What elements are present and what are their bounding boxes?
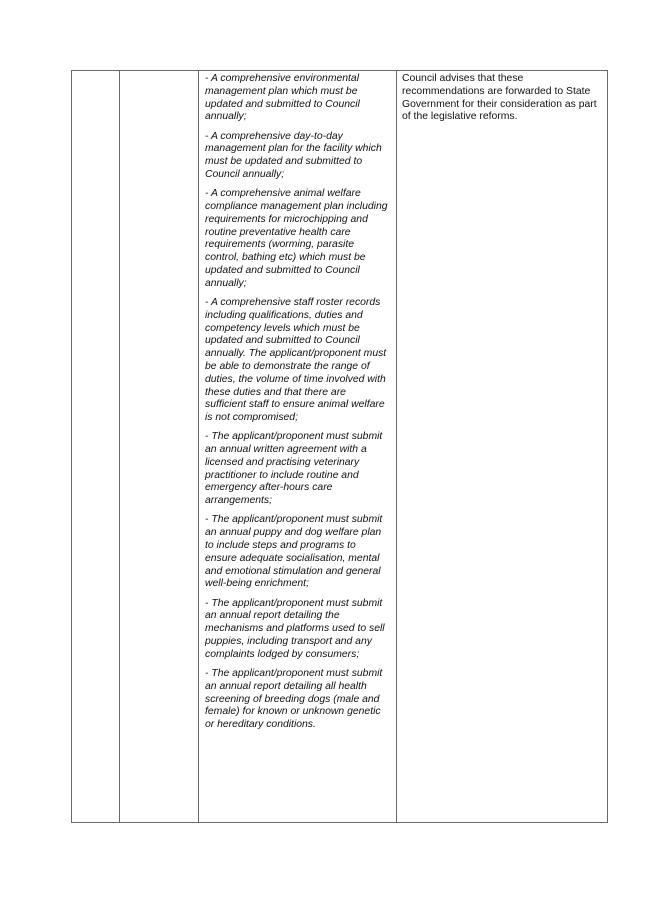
condition-item: - A comprehensive environmental management plan which must be updated and submitted to Council annually; bbox=[205, 73, 360, 123]
council-response-cell bbox=[397, 71, 608, 823]
conditions-list bbox=[199, 71, 396, 732]
condition-item: - A comprehensive day-to-day management plan for the facility which must be updated and submitted to Council annually; bbox=[205, 130, 382, 180]
table-row bbox=[72, 71, 608, 823]
recommendations-table bbox=[71, 70, 608, 823]
conditions-cell bbox=[199, 71, 397, 823]
empty-cell-2 bbox=[120, 71, 199, 823]
condition-item: - The applicant/proponent must submit an annual report detailing the mechanisms and platforms used to sell puppies, including transport and any complaints lodged by consumers; bbox=[205, 597, 385, 660]
condition-item: - A comprehensive animal welfare compliance management plan including requirements for microchipping and routine preventative health care requirements (worming, parasite control, bathing etc) which must be updated and submitted to Council annually; bbox=[205, 188, 388, 289]
condition-item: - The applicant/proponent must submit an annual written agreement with a licensed and practising veterinary practitioner to include routine and emergency after-hours care arrangements; bbox=[205, 431, 383, 507]
empty-cell-1 bbox=[72, 71, 120, 823]
council-response-text: Council advises that these recommendations are forwarded to State Government for their consideration as part of the legislative reforms. bbox=[402, 73, 597, 123]
condition-item: - The applicant/proponent must submit an annual report detailing all health screening of breeding dogs (male and female) for known or unknown genetic or hereditary conditions. bbox=[205, 668, 383, 731]
condition-item: - A comprehensive staff roster records including qualifications, duties and competency levels which must be updated and submitted to Council annually. The applicant/proponent must be able to demonstrate the range of duties, the volume of time involved with these duties and that there are sufficient staff to ensure animal welfare is not compromised; bbox=[205, 296, 387, 424]
condition-item: - The applicant/proponent must submit an annual puppy and dog welfare plan to include steps and programs to ensure adequate socialisation, mental and emotional stimulation and general well-being enrichment; bbox=[205, 514, 383, 590]
